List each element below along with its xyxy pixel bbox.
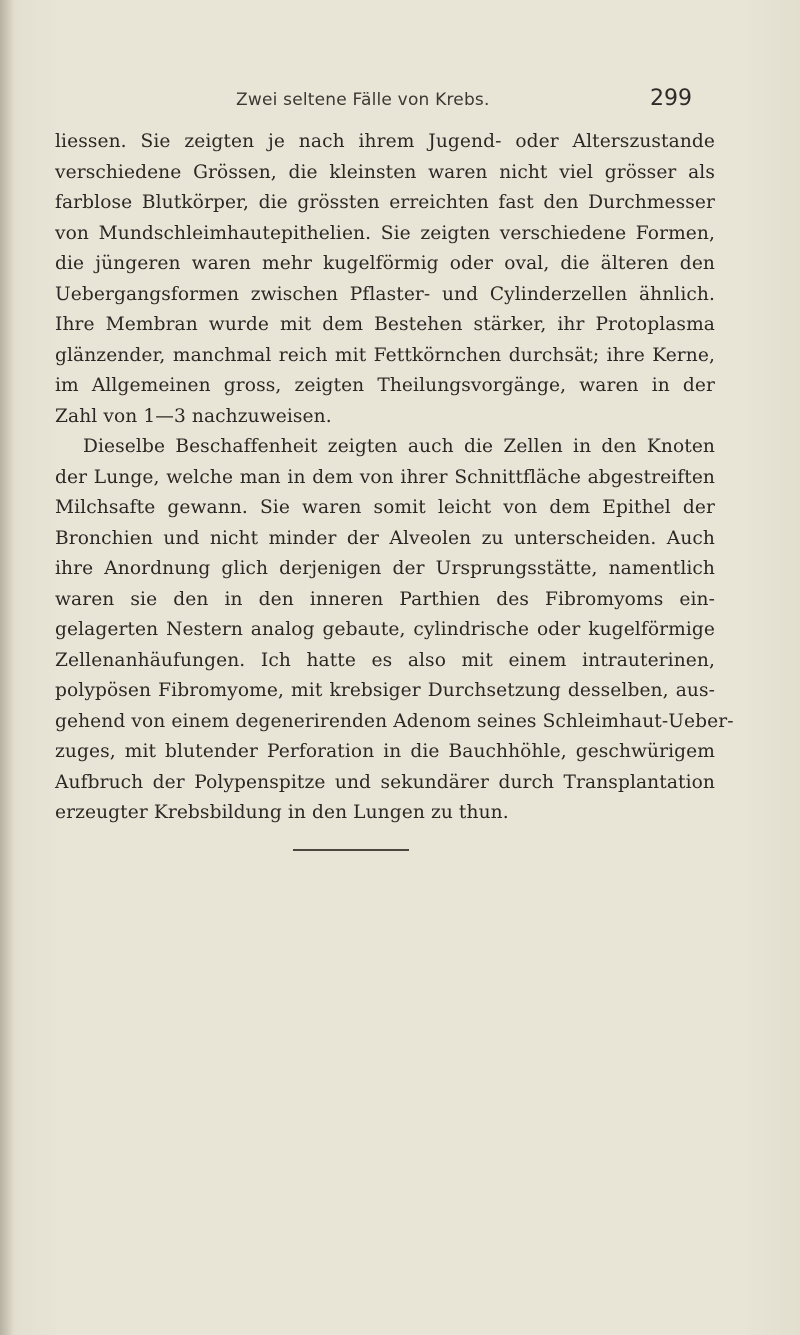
text-line: liessen. Sie zeigten je nach ihrem Jugend- oder Alterszustande: [55, 131, 715, 152]
text-line: Uebergangsformen zwischen Pflaster- und Cylinderzellen ähnlich.: [55, 283, 715, 305]
text-line: Milchsafte gewann. Sie waren somit leicht von dem Epithel der: [55, 497, 715, 518]
page-header: [0, 86, 800, 116]
text-line: waren sie den in den inneren Parthien des Fibromyoms ein-: [55, 588, 715, 610]
text-line: verschiedene Grössen, die kleinsten waren nicht viel grösser als: [55, 161, 715, 183]
text-line: Zahl von 1—3 nachzuweisen.: [55, 405, 332, 427]
text-line: erzeugter Krebsbildung in den Lungen zu thun.: [55, 802, 509, 823]
paragraph-2: [55, 432, 734, 829]
text-line: zuges, mit blutender Perforation in die Bauchhöhle, geschwürigem: [55, 741, 715, 762]
text-line: von Mundschleimhautepithelien. Sie zeigten verschiedene Formen,: [55, 222, 715, 244]
text-line: gehend von einem degenerirenden Adenom seines Schleimhaut-Ueber-: [55, 710, 734, 732]
section-end-rule: [293, 849, 409, 851]
running-title: Zwei seltene Fälle von Krebs.: [236, 90, 490, 110]
text-line: farblose Blutkörper, die grössten erreichten fast den Durchmesser: [55, 192, 715, 213]
body-text: [55, 127, 734, 829]
text-line: gelagerten Nestern analog gebaute, cylindrische oder kugelförmige: [55, 619, 715, 640]
text-line: Dieselbe Beschaffenheit zeigten auch die Zellen in den Knoten: [83, 436, 715, 457]
text-line: im Allgemeinen gross, zeigten Theilungsvorgänge, waren in der: [55, 375, 715, 396]
page-number: 299: [650, 86, 692, 111]
text-line: Ihre Membran wurde mit dem Bestehen stärker, ihr Protoplasma: [55, 314, 715, 335]
text-line: der Lunge, welche man in dem von ihrer Schnittfläche abgestreiften: [55, 466, 715, 488]
text-line: ihre Anordnung glich derjenigen der Ursprungsstätte, namentlich: [55, 558, 715, 579]
text-line: glänzender, manchmal reich mit Fettkörnchen durchsät; ihre Kerne,: [55, 344, 715, 366]
text-line: Bronchien und nicht minder der Alveolen zu unterscheiden. Auch: [55, 527, 715, 549]
text-line: Aufbruch der Polypenspitze und sekundärer durch Transplantation: [55, 771, 715, 793]
text-line: polypösen Fibromyome, mit krebsiger Durchsetzung desselben, aus-: [55, 680, 715, 701]
paragraph-1: [55, 127, 715, 432]
text-line: die jüngeren waren mehr kugelförmig oder oval, die älteren den: [55, 253, 715, 274]
text-line: Zellenanhäufungen. Ich hatte es also mit einem intrauterinen,: [55, 649, 715, 671]
spine-shadow: [0, 0, 14, 1335]
